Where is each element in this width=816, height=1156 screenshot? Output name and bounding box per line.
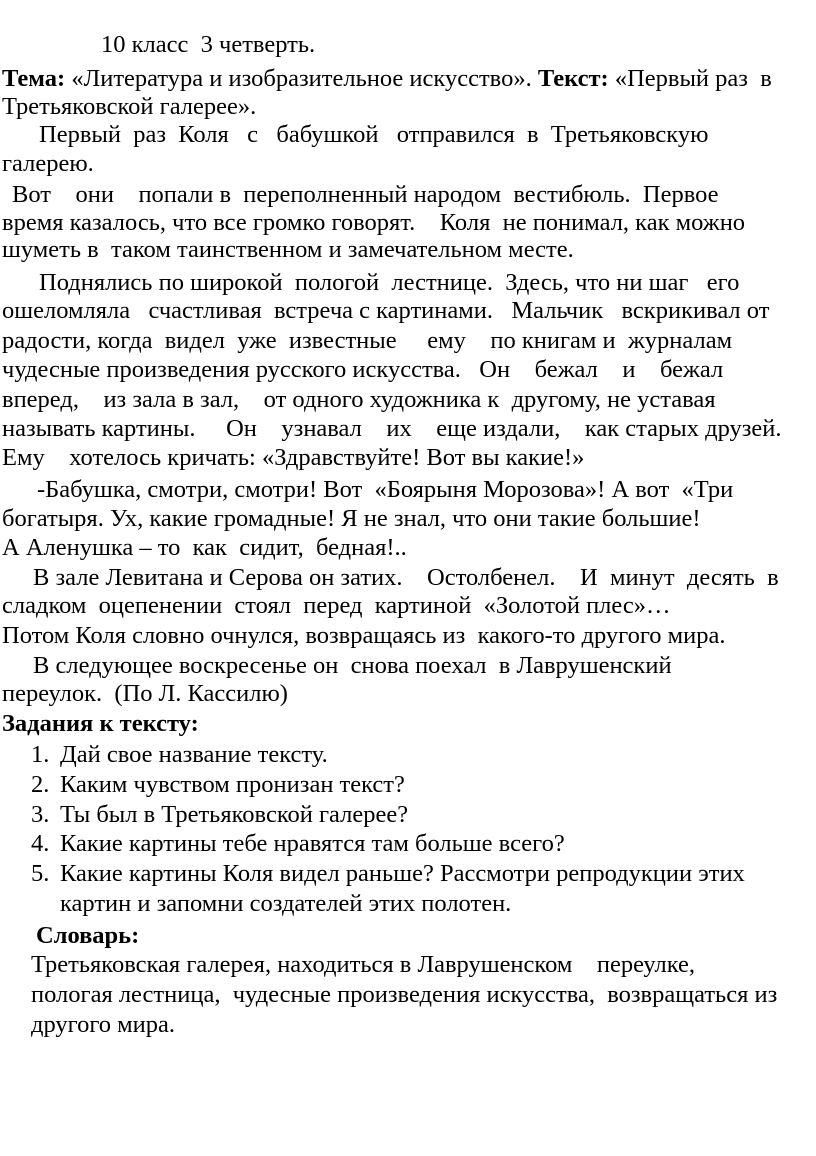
vocabulary-heading xyxy=(36,921,139,951)
story-line: Вот они попали в переполненный народом вестибюль. Первое xyxy=(12,181,719,208)
task-number: 4. xyxy=(31,830,50,857)
story-line: чудесные произведения русского искусства. Он бежал и бежал xyxy=(2,356,724,383)
story-line: сладком оцепенении стоял перед картиной «Золотой плес»… xyxy=(2,592,671,619)
tasks-heading xyxy=(2,709,199,739)
task-text-continuation: картин и запомни создателей этих полотен. xyxy=(60,890,512,917)
story-line: -Бабушка, смотри, смотри! Вот «Боярыня Морозова»! А вот «Три xyxy=(37,476,734,503)
vocabulary-line: Третьяковская галерея, находиться в Лаврушенском переулке, xyxy=(31,951,696,978)
vocabulary-heading-text: Словарь: xyxy=(36,922,140,949)
story-line: время казалось, что все громко говорят. Коля не понимал, как можно xyxy=(2,209,746,236)
task-text: Какие картины Коля видел раньше? Рассмотри репродукции этих xyxy=(60,860,745,887)
story-line: Поднялись по широкой пологой лестнице. Здесь, что ни шаг его xyxy=(39,269,740,296)
story-line: В зале Левитана и Серова он затих. Остолбенел. И минут десять в xyxy=(33,564,779,591)
story-line: Ему хотелось кричать: «Здравствуйте! Вот вы какие!» xyxy=(2,444,585,471)
story-line: называть картины. Он узнавал их еще издали, как старых друзей. xyxy=(2,415,782,442)
task-number: 2. xyxy=(31,771,50,798)
story-line: Потом Коля словно очнулся, возвращаясь из какого-то другого мира. xyxy=(2,622,726,649)
text-title-part2: Третьяковской галерее». xyxy=(2,93,257,120)
task-text: Ты был в Третьяковской галерее? xyxy=(60,801,409,828)
story-line: шуметь в таком таинственном и замечательном месте. xyxy=(2,236,574,263)
story-line: радости, когда видел уже известные ему по книгам и журналам xyxy=(2,327,733,354)
story-line: Первый раз Коля с бабушкой отправился в Третьяковскую xyxy=(39,121,709,148)
story-line: вперед, из зала в зал, от одного художника к другому, не уставая xyxy=(2,386,716,413)
story-line: ошеломляла счастливая встреча с картинами. Мальчик вскрикивал от xyxy=(2,297,770,324)
tasks-heading-text: Задания к тексту: xyxy=(2,710,199,737)
task-text: Какие картины тебе нравятся там больше всего? xyxy=(60,830,565,857)
text-label: Текст: xyxy=(537,65,609,92)
story-line: переулок. (По Л. Кассилю) xyxy=(2,680,288,707)
task-text: Каким чувством пронизан текст? xyxy=(60,771,405,798)
task-number: 5. xyxy=(31,860,50,887)
story-line: А Аленушка – то как сидит, бедная!.. xyxy=(2,534,407,561)
topic-line xyxy=(2,64,772,94)
topic-text: «Литература и изобразительное искусство». xyxy=(65,65,532,92)
topic-label: Тема: xyxy=(2,65,66,92)
task-number: 3. xyxy=(31,801,50,828)
vocabulary-line: пологая лестница, чудесные произведения искусства, возвращаться из xyxy=(31,981,778,1008)
vocabulary-line: другого мира. xyxy=(31,1011,176,1038)
story-line: галерею. xyxy=(2,150,94,177)
task-number: 1. xyxy=(31,741,50,768)
story-line: богатыря. Ух, какие громадные! Я не знал, что они такие большие! xyxy=(2,505,701,532)
text-title-part1: «Первый раз в xyxy=(608,65,772,92)
story-line: В следующее воскресенье он снова поехал в Лаврушенский xyxy=(33,652,672,679)
grade-line: 10 класс 3 четверть. xyxy=(101,31,316,58)
task-text: Дай свое название тексту. xyxy=(60,741,328,768)
